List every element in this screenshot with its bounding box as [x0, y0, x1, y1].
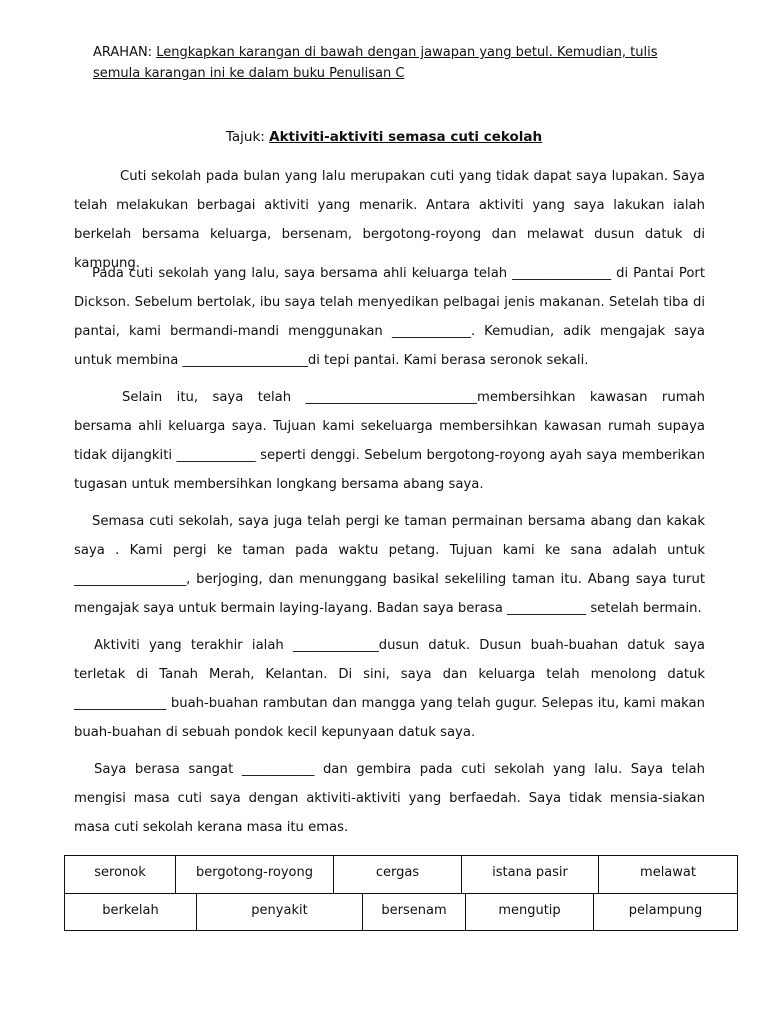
word-cell: bergotong-royong [176, 856, 334, 893]
word-cell: cergas [334, 856, 462, 893]
instructions [93, 42, 693, 84]
paragraph-3: Selain itu, saya telah __________________________membersihkan kawasan rumah bersama ahli keluarga saya. Tujuan kami sekeluarga membersihkan kawasan rumah supaya tidak dijangkiti ____________ seperti denggi. Sebelum bergotong-royong ayah saya memberikan tugasan untuk membersihkan longkang bersama abang saya. [74, 390, 705, 492]
essay-title: Aktiviti-aktiviti semasa cuti cekolah [269, 129, 543, 145]
word-cell: seronok [65, 856, 176, 893]
heading-label: Tajuk: [225, 129, 265, 145]
word-cell: pelampung [628, 903, 703, 918]
paragraph-1: Cuti sekolah pada bulan yang lalu merupakan cuti yang tidak dapat saya lupakan. Saya telah melakukan berbagai aktiviti yang menarik. Antara aktiviti yang saya lakukan ialah berkelah bersama keluarga, bersenam, bergotong-royong dan melawat dusun datuk di kampung. [74, 169, 705, 271]
word-cell: penyakit [197, 894, 363, 931]
paragraph-5: Aktiviti yang terakhir ialah _____________dusun datuk. Dusun buah-buahan datuk saya terletak di Tanah Merah, Kelantan. Di sini, saya dan keluarga telah menolong datuk ______________ buah-buahan rambutan dan mangga yang telah gugur. Selepas itu, kami makan buah-buahan di sebuah pondok kecil kepunyaan datuk saya. [74, 638, 705, 740]
instructions-label: ARAHAN: [93, 45, 153, 60]
essay-heading [0, 127, 768, 147]
word-cell: istana pasir [462, 856, 599, 893]
word-cell: mengutip [466, 894, 594, 931]
paragraph-6: Saya berasa sangat ___________ dan gembira pada cuti sekolah yang lalu. Saya telah mengisi masa cuti saya dengan aktiviti-aktiviti yang berfaedah. Saya tidak mensia-siakan masa cuti sekolah kerana masa itu emas. [74, 762, 705, 835]
word-bank-row-2 [65, 894, 737, 931]
instructions-text: Lengkapkan karangan di bawah dengan jawapan yang betul. Kemudian, tulis semula karangan ini ke dalam buku Penulisan C [93, 45, 658, 81]
word-cell: berkelah [65, 894, 197, 931]
paragraph-4: Semasa cuti sekolah, saya juga telah pergi ke taman permainan bersama abang dan kakak saya . Kami pergi ke taman pada waktu petang. Tujuan kami ke sana adalah untuk _________________, berjoging, dan menunggang basikal sekeliling taman itu. Abang saya turut mengajak saya untuk bermain laying-layang. Badan saya berasa ____________ setelah bermain. [74, 514, 705, 616]
word-bank-row-1 [65, 856, 737, 894]
word-cell: bersenam [363, 894, 466, 931]
paragraph-2: Pada cuti sekolah yang lalu, saya bersama ahli keluarga telah _______________ di Pantai Port Dickson. Sebelum bertolak, ibu saya telah menyedikan pelbagai jenis makanan. Setelah tiba di pantai, kami bermandi-mandi menggunakan ____________. Kemudian, adik mengajak saya untuk membina ___________________di tepi pantai. Kami berasa seronok sekali. [74, 266, 705, 368]
word-bank-table [64, 855, 738, 931]
word-cell: melawat [640, 865, 696, 880]
